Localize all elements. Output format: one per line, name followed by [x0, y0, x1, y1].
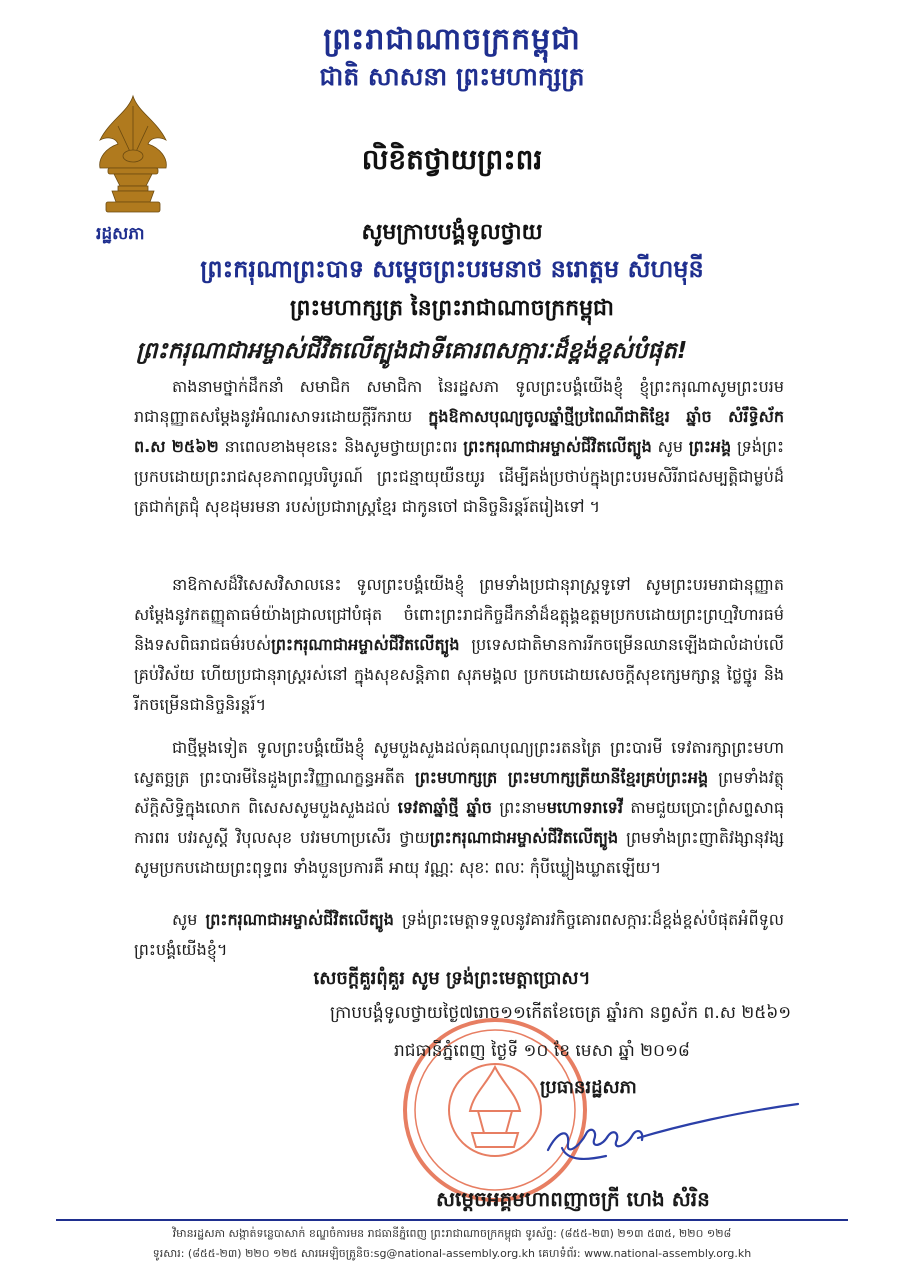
handwritten-signature-icon: [528, 1100, 808, 1170]
national-assembly-label: រដ្ឋសភា: [96, 224, 145, 244]
address-line-2: ព្រះករុណាព្រះបាទ សម្តេចព្រះបរមនាថ នរោត្តម សីហមុនី: [200, 255, 704, 283]
solar-date: រាជធានីភ្នំពេញ ថ្ងៃទី ១០ ខែ មេសា ឆ្នាំ ២០១៨: [394, 1041, 690, 1061]
footer-address: វិមានរដ្ឋសភា សង្កាត់ទន្លេបាសាក់ ខណ្ឌចំការមន រាជធានីភ្នំពេញ ព្រះរាជាណាចក្រកម្ពុជា ទូរស័ព្ទ: (៨៥៥-២៣) ២១៣ ៥៣៥, ២២០ ១២៨: [172, 1227, 732, 1240]
closing-line: សេចក្តីគួរពុំគួរ សូម ទ្រង់ព្រះមេត្តាប្រោស។: [313, 968, 591, 989]
footer-contact: ទូរសារ: (៨៥៥-២៣) ២២០ ១២៥ សារអេឡិចត្រូនិច:sg@national-assembly.org.kh គេហទំព័រ: www.national-assembly.org.kh: [152, 1247, 752, 1260]
signatory-title: ប្រធានរដ្ឋសភា: [540, 1077, 637, 1098]
lunar-date: ក្រាបបង្គំទូលថ្វាយថ្ងៃ៧រោច១១កើតខែចេត្រ ឆ្នាំរកា នព្វស័ក ព.ស ២៥៦១: [330, 1003, 792, 1023]
footer-divider: [56, 1219, 848, 1221]
signatory-name: សម្តេចអគ្គមហាពញាចក្រី ហេង សំរិន: [436, 1187, 710, 1211]
paragraph-1: តាងនាមថ្នាក់ដឹកនាំ សមាជិក សមាជិកា នៃរដ្ឋសភា ទូលព្រះបង្គំយើងខ្ញុំ ខ្ញុំព្រះករុណាសូមព្រះបរមរាជានុញ្ញាតសម្តែងនូវអំណរសាទរដោយក្តីរីករាយ ក្នុងឱកាសបុណ្យចូលឆ្នាំថ្មីប្រពៃណីជាតិខ្មែរ ឆ្នាំច សំរឹទ្ធិស័ក ព.ស ២៥៦២ នាពេលខាងមុខនេះ និងសូមថ្វាយព្រះពរ ព្រះករុណាជាអម្ចាស់ជីវិតលើត្បូង សូម ព្រះអង្គ ទ្រង់ព្រះប្រកបដោយព្រះរាជសុខភាពល្អបរិបូរណ៍ ព្រះជន្មាយុយឺនយូរ ដើម្បីគង់ប្រថាប់ក្នុងព្រះបរមសិរីរាជសម្បត្តិជាម្លប់ដ៏ត្រជាក់ត្រជុំ សុខដុមរមនា របស់ប្រជារាស្ត្រខ្មែរ ជាកូនចៅ ជានិច្ចនិរន្តរ៍តរៀងទៅ ។: [134, 377, 785, 516]
paragraph-2: នាឱកាសដ៏វិសេសវិសាលនេះ ទូលព្រះបង្គំយើងខ្ញុំ ព្រមទាំងប្រជានុរាស្ត្រទូទៅ សូមព្រះបរមរាជានុញ្ញាតសម្តែងនូវកតញ្ញុតាធម៌យ៉ាងជ្រាលជ្រៅបំផុត ចំពោះព្រះរាជកិច្ចដឹកនាំដ៏ឧត្តុង្គឧត្តមប្រកបដោយព្រះព្រហ្មវិហារធម៌ និងទសពិធរាជធម៌របស់ព្រះករុណាជាអម្ចាស់ជីវិតលើត្បូង ប្រទេសជាតិមានការរីកចម្រើនឈានឡើងជាលំដាប់លើគ្រប់វិស័យ ហើយប្រជានុរាស្ត្ររស់នៅ ក្នុងសុខសន្តិភាព សុភមង្គល ប្រកបដោយសេចក្តីសុខក្សេមក្សាន្ត ថ្លៃថ្នូរ និងរីកចម្រើនជានិច្ចនិរន្តរ៍។: [134, 575, 784, 714]
paragraph-4: សូម ព្រះករុណាជាអម្ចាស់ជីវិតលើត្បូង ទ្រង់ព្រះមេត្តាទទួលនូវគារវកិច្ចគោរពសក្ការៈដ៏ខ្ពង់ខ្ពស់បំផុតអំពីទូលព្រះបង្គំយើងខ្ញុំ។: [134, 910, 784, 959]
kingdom-heading: ព្រះរាជាណាចក្រកម្ពុជា: [323, 22, 581, 57]
address-line-3: ព្រះមហាក្សត្រ នៃព្រះរាជាណាចក្រកម្ពុជា: [289, 296, 615, 321]
salutation: ព្រះករុណាជាអម្ចាស់ជីវិតលើត្បូងជាទីគោរពសក្ការៈដ៏ខ្ពង់ខ្ពស់បំផុត!: [136, 338, 688, 364]
address-line-1: សូមក្រាបបង្គំទូលថ្វាយ: [361, 220, 543, 245]
national-motto: ជាតិ សាសនា ព្រះមហាក្សត្រ: [319, 62, 585, 91]
paragraph-3: ជាថ្មីម្តងទៀត ទូលព្រះបង្គំយើងខ្ញុំ សូមបួងសួងដល់គុណបុណ្យព្រះរតនត្រៃ ព្រះបារមី ទេវតារក្សាព្រះមហាស្វេតច្ឆត្រ ព្រះបារមីនៃដួងព្រះវិញ្ញាណក្ខន្ធអតីត ព្រះមហាក្សត្រ ព្រះមហាក្សត្រីយានីខ្មែរគ្រប់ព្រះអង្គ ព្រមទាំងវត្ថុស័ក្តិសិទ្ធិក្នុងលោក ពិសេសសូមបួងសួងដល់ ទេវតាឆ្នាំថ្មី ឆ្នាំច ព្រះនាមមហោទរាទេវី តាមជួយប្រោះព្រំសព្ទសាធុការពរ បវរសួស្តី វិបុលសុខ បវរមហាប្រសើរ ថ្វាយព្រះករុណាជាអម្ចាស់ជីវិតលើត្បូង ព្រមទាំងព្រះញាតិវង្សានុវង្ស សូមប្រកបដោយព្រះពុទ្ធពរ ទាំងបួនប្រការគឺ អាយុ វណ្ណៈ សុខៈ ពលៈ កុំបីឃ្លៀងឃ្លាតឡើយ។: [134, 738, 784, 877]
document-title: លិខិតថ្វាយព្រះពរ: [361, 143, 543, 176]
